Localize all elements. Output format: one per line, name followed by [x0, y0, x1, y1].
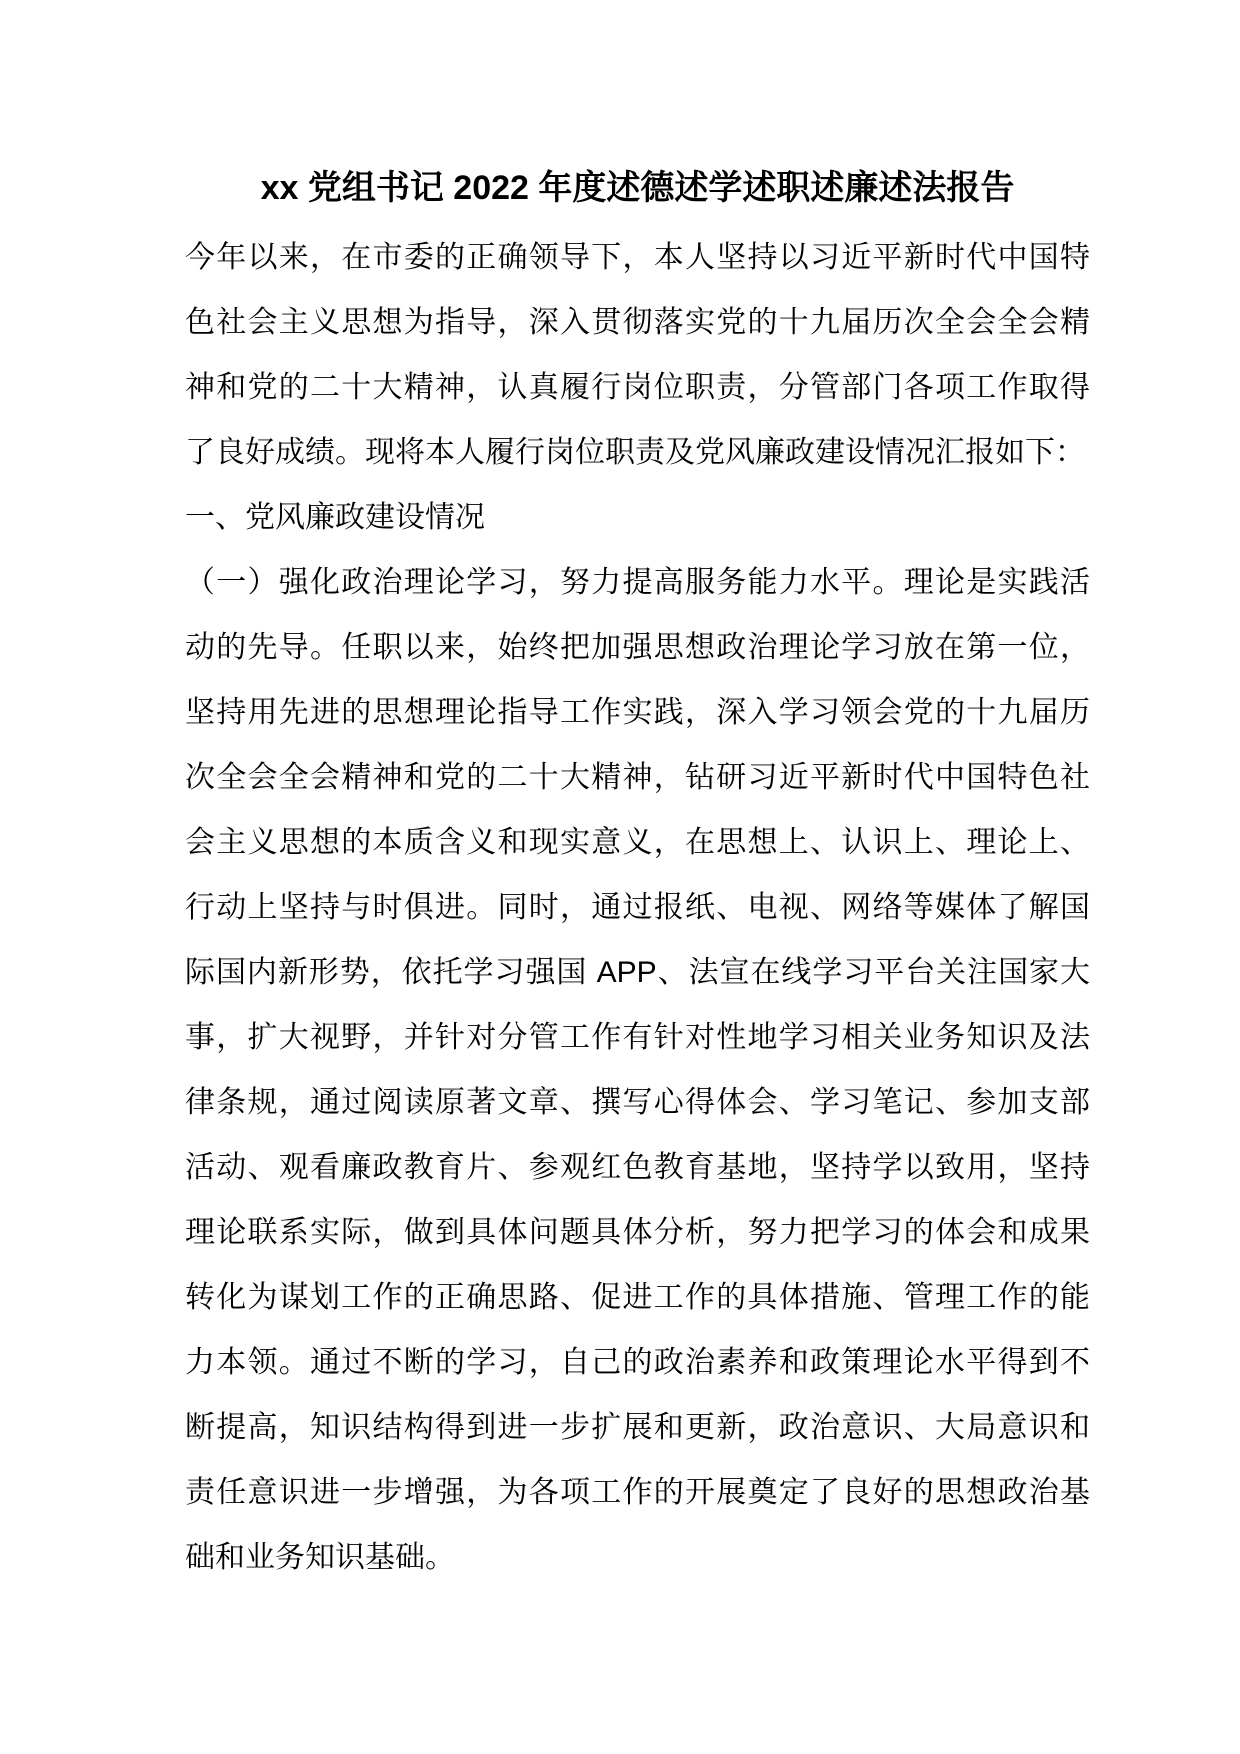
paragraph-para-1-1-line-8: 事，扩大视野，并针对分管工作有针对性地学习相关业务知识及法	[185, 1021, 1090, 1054]
paragraph-para-1-1-line-7: 际国内新形势，依托学习强国 APP、法宣在线学习平台关注国家大	[185, 956, 1090, 989]
paragraph-para-1-1-line-15: 责任意识进一步增强，为各项工作的开展奠定了良好的思想政治基	[185, 1476, 1090, 1509]
paragraph-intro-line-2: 色社会主义思想为指导，深入贯彻落实党的十九届历次全会全会精	[185, 306, 1090, 339]
paragraph-section-heading-1-line-1: 一、党风廉政建设情况	[185, 501, 485, 534]
paragraph-para-1-1-line-1: （一）强化政治理论学习，努力提高服务能力水平。理论是实践活	[185, 566, 1090, 599]
paragraph-para-1-1-line-6: 行动上坚持与时俱进。同时，通过报纸、电视、网络等媒体了解国	[185, 891, 1090, 924]
document-title: xx 党组书记 2022 年度述德述学述职述廉述法报告	[260, 169, 1015, 207]
paragraph-para-1-1-line-3: 坚持用先进的思想理论指导工作实践，深入学习领会党的十九届历	[185, 696, 1090, 729]
paragraph-para-1-1-line-12: 转化为谋划工作的正确思路、促进工作的具体措施、管理工作的能	[185, 1281, 1090, 1314]
paragraph-intro-line-4: 了良好成绩。现将本人履行岗位职责及党风廉政建设情况汇报如下：	[185, 436, 1085, 469]
paragraph-para-1-1-line-10: 活动、观看廉政教育片、参观红色教育基地，坚持学以致用，坚持	[185, 1151, 1090, 1184]
document-body	[185, 225, 1090, 1590]
document-content	[185, 0, 1090, 1590]
paragraph-para-1-1-line-9: 律条规，通过阅读原著文章、撰写心得体会、学习笔记、参加支部	[185, 1086, 1090, 1119]
paragraph-intro-line-3: 神和党的二十大精神，认真履行岗位职责，分管部门各项工作取得	[185, 371, 1090, 404]
paragraph-intro-line-1: 今年以来，在市委的正确领导下，本人坚持以习近平新时代中国特	[185, 241, 1090, 274]
paragraph-para-1-1-line-2: 动的先导。任职以来，始终把加强思想政治理论学习放在第一位，	[185, 631, 1090, 664]
paragraph-para-1-1-line-4: 次全会全会精神和党的二十大精神，钻研习近平新时代中国特色社	[185, 761, 1090, 794]
paragraph-para-1-1-line-11: 理论联系实际，做到具体问题具体分析，努力把学习的体会和成果	[185, 1216, 1090, 1249]
paragraph-para-1-1-line-16: 础和业务知识基础。	[185, 1541, 455, 1574]
paragraph-para-1-1-line-13: 力本领。通过不断的学习，自己的政治素养和政策理论水平得到不	[185, 1346, 1090, 1379]
paragraph-para-1-1-line-5: 会主义思想的本质含义和现实意义，在思想上、认识上、理论上、	[185, 826, 1090, 859]
paragraph-para-1-1-line-14: 断提高，知识结构得到进一步扩展和更新，政治意识、大局意识和	[185, 1411, 1090, 1444]
